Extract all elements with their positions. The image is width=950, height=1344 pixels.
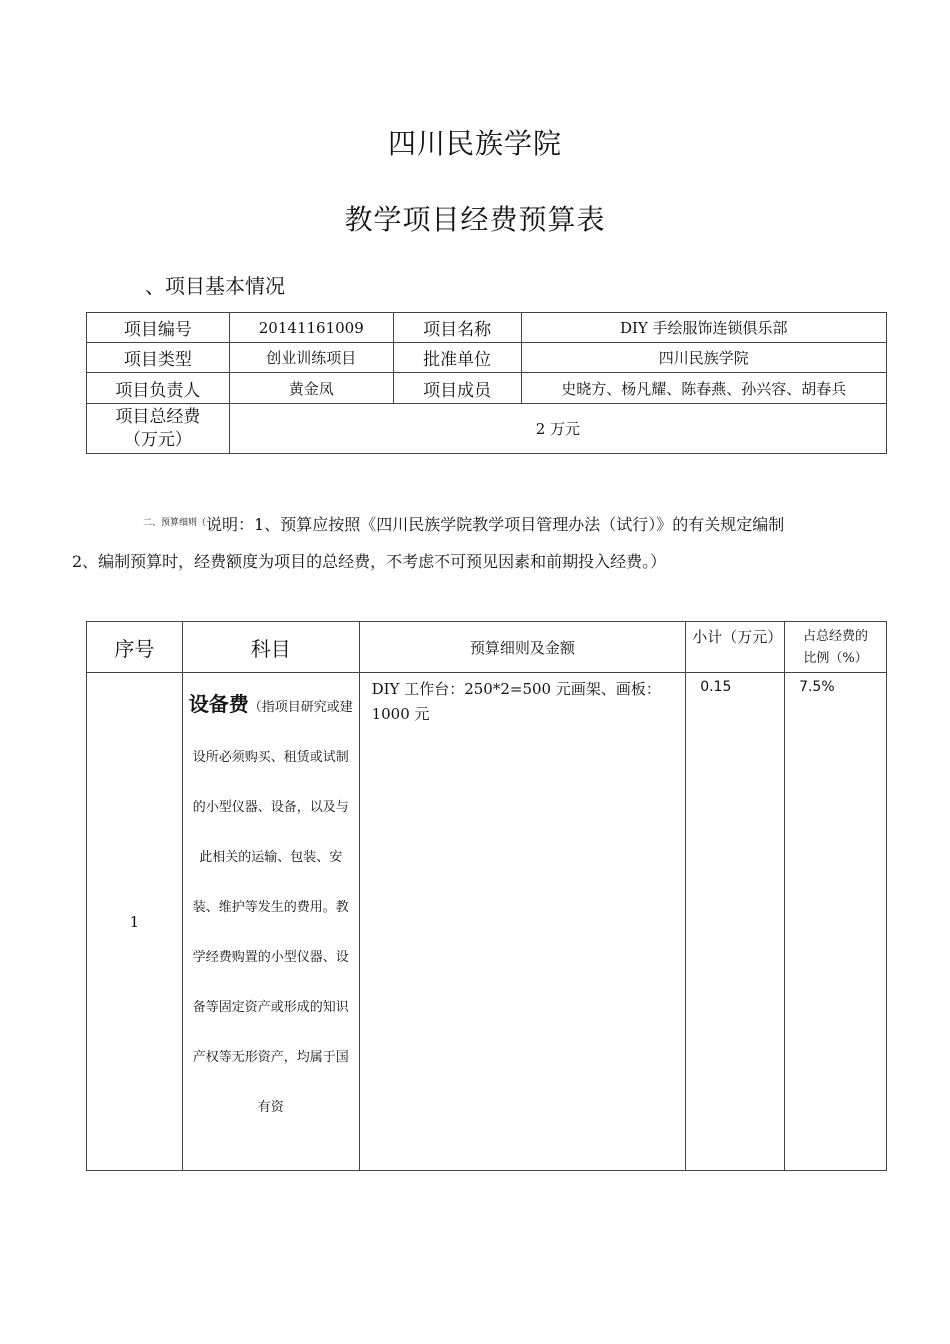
subject-main: 设备费 xyxy=(188,692,249,716)
ratio-value: 7.5% xyxy=(799,679,835,695)
header-ratio-line2: 比例（%） xyxy=(803,651,868,666)
subject-note: （指项目研究或建设所必须购买、租赁或试制的小型仪器、设备，以及与此相关的运输、包装、安装、维护等发生的费用。教学经费购置的小型仪器、设备等固定资产或形成的知识产权等无形资产，均属于国有资 xyxy=(192,700,353,1115)
budget-note-line1 xyxy=(143,512,784,535)
info-row-project-no xyxy=(87,313,887,343)
row-subtotal xyxy=(686,673,785,1171)
header-detail: 预算细则及金额 xyxy=(359,622,686,673)
subtotal-value: 0.15 xyxy=(700,679,732,695)
form-title: 教学项目经费预算表 xyxy=(344,203,606,236)
budget-row xyxy=(87,673,887,1171)
row-seq: 1 xyxy=(87,673,183,1171)
header-subtotal: 小计（万元） xyxy=(686,622,785,673)
label-leader: 项目负责人 xyxy=(87,373,230,404)
value-project-name: DIY 手绘服饰连锁俱乐部 xyxy=(521,313,886,343)
label-total-fund-line2: （万元） xyxy=(123,429,192,450)
row-detail xyxy=(359,673,686,1171)
subject-text xyxy=(183,673,359,1133)
header-seq: 序号 xyxy=(87,622,183,673)
budget-header-row xyxy=(87,622,887,673)
label-project-no: 项目编号 xyxy=(87,313,230,343)
label-members: 项目成员 xyxy=(393,373,521,404)
project-info-table xyxy=(86,312,887,454)
info-row-leader xyxy=(87,373,887,404)
info-row-project-type xyxy=(87,343,887,373)
detail-text: DIY 工作台：250*2=500 元画架、画板：1000 元 xyxy=(371,680,661,723)
value-project-no: 20141161009 xyxy=(229,313,393,343)
value-total-fund: 2 万元 xyxy=(229,404,886,454)
row-subject xyxy=(182,673,359,1171)
school-name: 四川民族学院 xyxy=(387,127,562,160)
budget-detail-table xyxy=(86,621,887,1171)
label-project-name: 项目名称 xyxy=(393,313,521,343)
header-ratio xyxy=(785,622,887,673)
section-basic-info-heading: 、项目基本情况 xyxy=(145,274,285,298)
value-project-type: 创业训练项目 xyxy=(229,343,393,373)
value-members: 史晓方、杨凡耀、陈春燕、孙兴容、胡春兵 xyxy=(521,373,886,404)
label-total-fund-line1: 项目总经费 xyxy=(115,406,201,427)
info-row-total-fund xyxy=(87,404,887,454)
budget-note-line2: 2、编制预算时，经费额度为项目的总经费，不考虑不可预见因素和前期投入经费。） xyxy=(72,552,667,571)
value-approval-unit: 四川民族学院 xyxy=(521,343,886,373)
budget-note-text1: 说明：1、预算应按照《四川民族学院教学项目管理办法（试行）》的有关规定编制 xyxy=(206,515,785,534)
section-budget-detail-heading: 二、预算细则（ xyxy=(143,518,207,528)
header-subject: 科目 xyxy=(182,622,359,673)
label-project-type: 项目类型 xyxy=(87,343,230,373)
value-leader: 黄金凤 xyxy=(229,373,393,404)
label-total-fund xyxy=(87,404,230,454)
row-ratio xyxy=(785,673,887,1171)
header-ratio-line1: 占总经费的 xyxy=(803,629,869,644)
label-approval-unit: 批准单位 xyxy=(393,343,521,373)
